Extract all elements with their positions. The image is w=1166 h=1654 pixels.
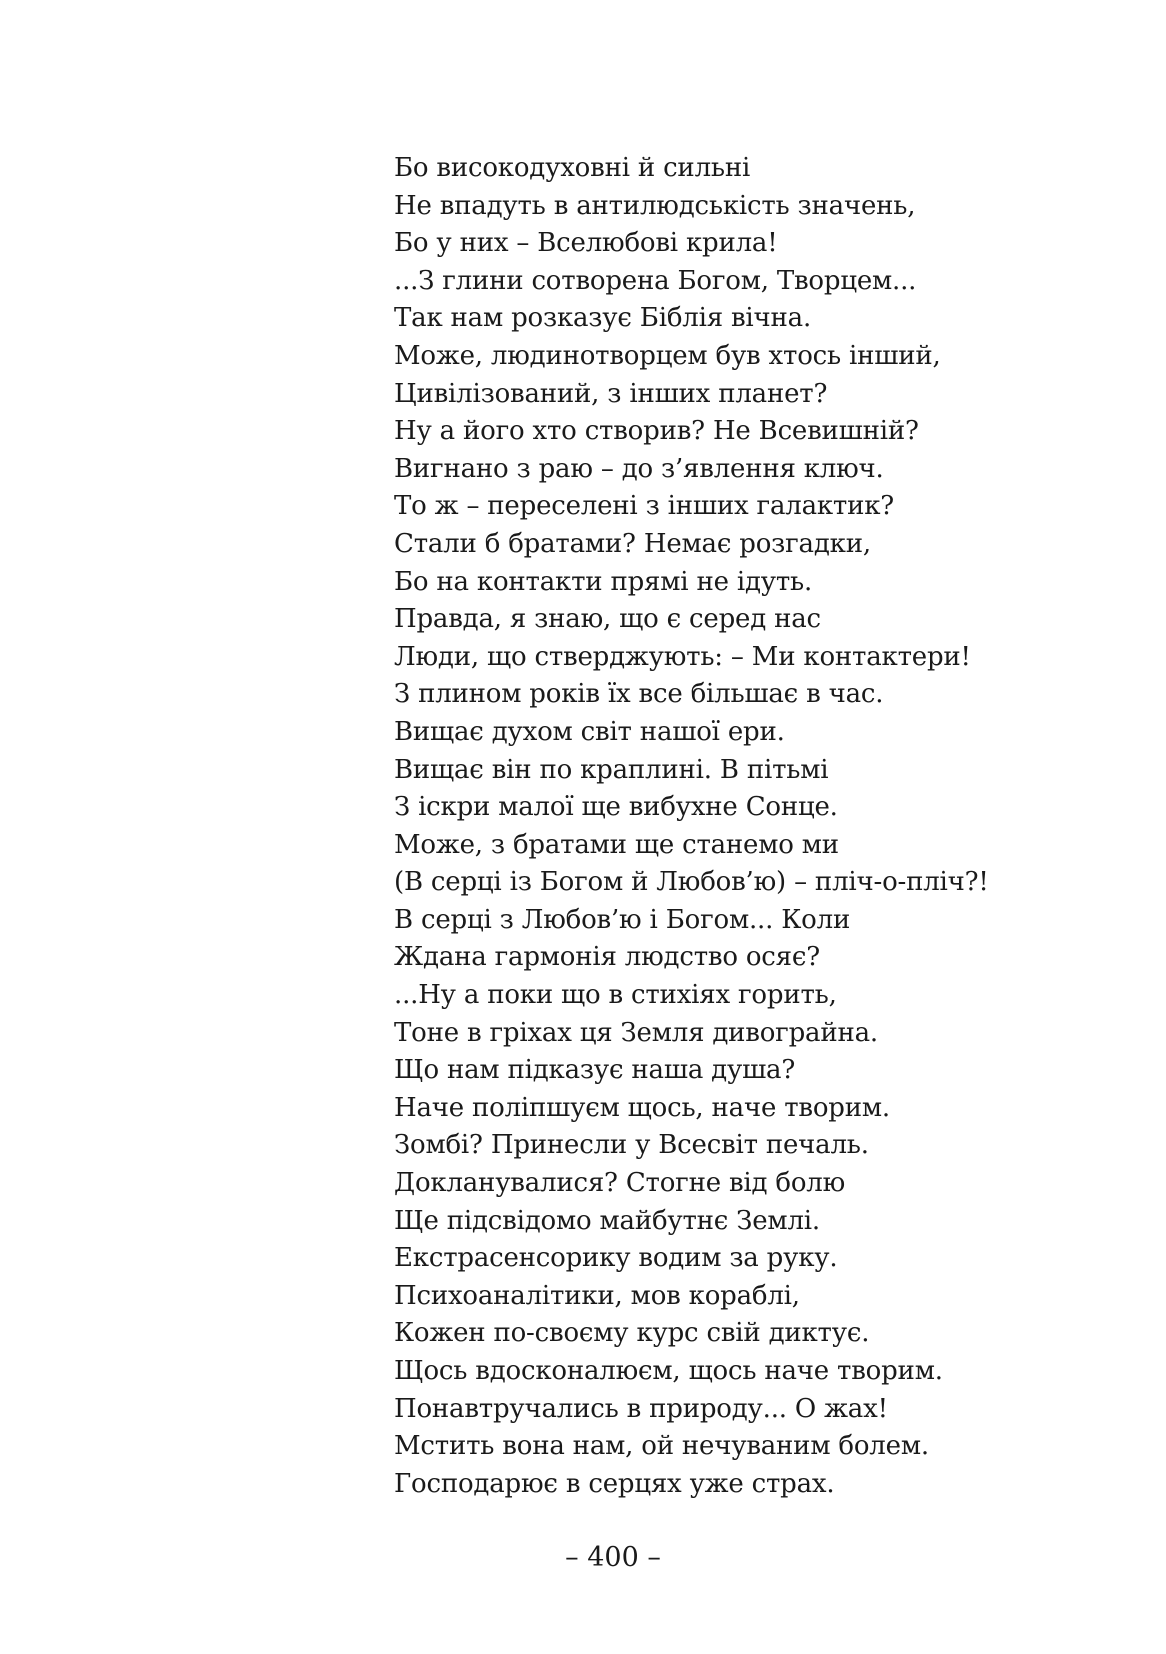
poem-line: Ще підсвідомо майбутнє Землі. — [394, 1205, 820, 1236]
poem-line: Господарює в серцях уже страх. — [394, 1468, 835, 1499]
poem-line: Мстить вона нам, ой нечуваним болем. — [394, 1431, 929, 1462]
poem-line: Може, з братами ще станемо ми — [394, 829, 839, 860]
poem-line: Ждана гармонія людство осяє? — [394, 942, 820, 973]
poem-line: Так нам розказує Біблія вічна. — [394, 303, 812, 334]
poem-line: (В серці із Богом й Любов’ю) – пліч-о-пліч?! — [394, 867, 989, 898]
poem-line: З плином років їх все більшає в час. — [394, 679, 884, 710]
poem-line: Вигнано з раю – до з’явлення ключ. — [394, 453, 884, 484]
poem-line: Наче поліпшуєм щось, наче творим. — [394, 1092, 890, 1123]
poem-line: Не впадуть в антилюдськість значень, — [394, 190, 916, 221]
poem-line: То ж – переселені з інших галактик? — [394, 491, 895, 522]
poem-line: Тоне в гріхах ця Земля дивограйна. — [394, 1017, 878, 1048]
poem-line: Докланувалися? Стогне від болю — [394, 1168, 846, 1199]
poem-line: Зомбі? Принесли у Всесвіт печаль. — [394, 1130, 869, 1161]
poem-line: Бо у них – Вселюбові крила! — [394, 228, 778, 259]
poem-line: Що нам підказує наша душа? — [394, 1055, 796, 1086]
poem-line: Екстрасенсорику водим за руку. — [394, 1243, 838, 1274]
poem-line: Вищає духом світ нашої ери. — [394, 716, 785, 747]
poem-line: Може, людинотворцем був хтось інший, — [394, 340, 941, 371]
poem-line: ...З глини сотворена Богом, Творцем... — [394, 265, 917, 296]
poem-text — [394, 150, 1094, 1503]
poem-line: Стали б братами? Немає розгадки, — [394, 528, 871, 559]
poem-line: Кожен по-своєму курс свій диктує. — [394, 1318, 870, 1349]
poem-line: Вищає він по краплині. В пітьмі — [394, 754, 829, 785]
poem-line: Люди, що стверджують: – Ми контактери! — [394, 641, 971, 672]
poem-line: Психоаналітики, мов кораблі, — [394, 1280, 800, 1311]
poem-line: З іскри малої ще вибухне Сонце. — [394, 792, 838, 823]
poem-line: Правда, я знаю, що є серед нас — [394, 604, 821, 635]
poem-line: Ну а його хто створив? Не Всевишній? — [394, 416, 919, 447]
poem-line: Щось вдосконалюєм, щось наче творим. — [394, 1356, 943, 1386]
poem-line: Цивілізований, з інших планет? — [394, 378, 828, 409]
poem-line: Бо високодуховні й сильні — [394, 153, 751, 183]
poem-line: ...Ну а поки що в стихіях горить, — [394, 980, 837, 1011]
poem-line: В серці з Любов’ю і Богом... Коли — [394, 904, 851, 935]
poem-line: Понавтручались в природу... О жах! — [394, 1393, 888, 1424]
page-number: – 400 – — [565, 1542, 661, 1573]
poem-line: Бо на контакти прямі не ідуть. — [394, 566, 813, 597]
